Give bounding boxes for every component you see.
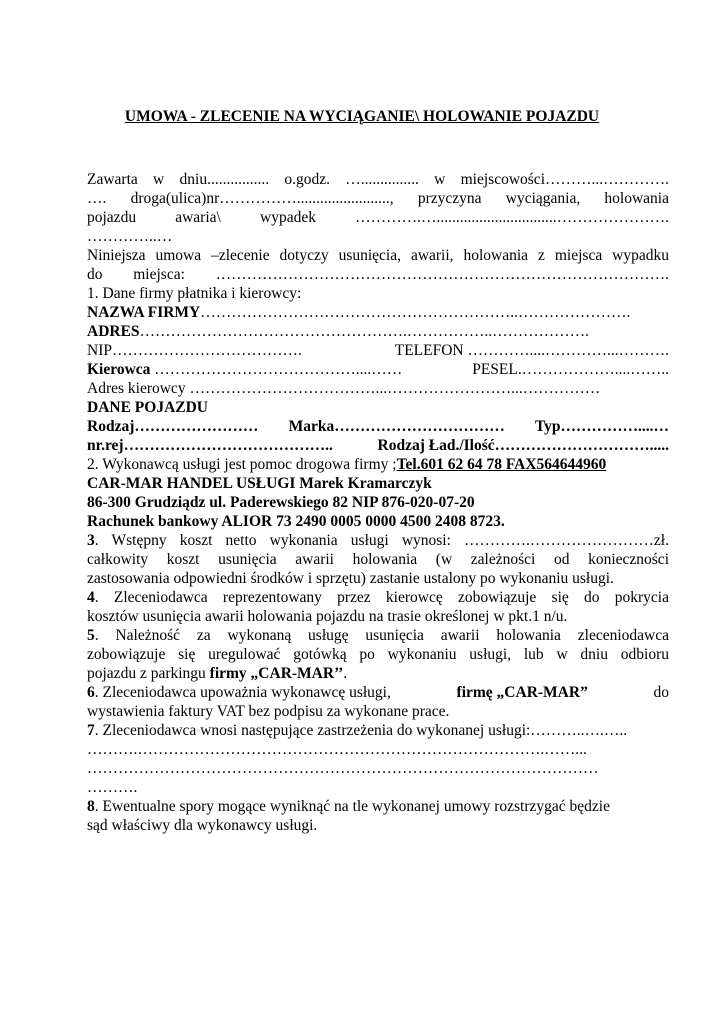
paragraph-3-line-3: zastosowania odpowiedni środków i sprzętu) zastanie ustalony po wykonaniu usługi. xyxy=(87,570,614,587)
paragraph-6-line-1 xyxy=(87,683,669,702)
vehicle-model-label: Typ xyxy=(534,418,561,435)
vehicle-cargo-group xyxy=(378,436,670,455)
company-address-line xyxy=(87,322,669,341)
paragraph-3-line-2: całkowity koszt usunięcia awarii holowania (w zależności od konieczności xyxy=(87,551,669,568)
paragraph-5-text-3: pojazdu z parkingu xyxy=(87,665,210,682)
paragraph-8-line-2: sąd właściwy dla wykonawcy usługi. xyxy=(87,817,318,834)
vehicle-cargo-label: Rodzaj Ład./Ilość xyxy=(377,437,495,454)
company-name-line xyxy=(87,303,669,322)
paragraph-8-text-1: . Ewentualne spory mogące wyniknąć na tle wykonanej umowy rozstrzygać będzie xyxy=(94,798,610,815)
pesel-group xyxy=(472,360,669,379)
company-address-label: ADRES xyxy=(87,323,140,340)
intro-line-3: pojazdu awaria\ wypadek ………….…...............................…………………. xyxy=(87,209,669,226)
phone-label: TELEFON xyxy=(394,342,464,359)
paragraph-7-number: 7 xyxy=(87,722,95,739)
paragraph-6-number: 6 xyxy=(87,684,95,701)
paragraph-8-number: 8 xyxy=(87,798,95,815)
paragraph-7-line-2: ……….…………………………………………………………………….……... xyxy=(87,741,587,758)
driver-address-line: Adres kierowcy ………………………………...……………………...…………… xyxy=(87,380,601,397)
paragraph-8-line-1 xyxy=(87,797,669,816)
vehicle-type-line xyxy=(87,417,669,436)
pesel-field: .………………....…….. xyxy=(517,361,669,378)
driver-pesel-line xyxy=(87,360,669,379)
paragraph-4-number: 4 xyxy=(87,589,95,606)
paragraph-5-text-1: . Należność za wykonaną usługę usunięcia awarii holowania zleceniodawca xyxy=(94,627,669,644)
document-title: UMOWA - ZLECENIE NA WYCIĄGANIE\ HOLOWANIE POJAZDU xyxy=(124,108,600,125)
paragraph-5-number: 5 xyxy=(87,627,95,644)
paragraph-6-line-2: wystawienia faktury VAT bez podpisu za wykonane prace. xyxy=(87,703,450,720)
vehicle-reg-label: nr.rej xyxy=(87,437,124,454)
company-address-field: …………………………………………….……………..………………. xyxy=(139,323,590,340)
nip-field: ………………………………. xyxy=(111,342,302,359)
contractor-intro: 2. Wykonawcą usługi jest pomoc drogowa firmy ; xyxy=(87,456,397,473)
paragraph-5-firm: firmy „CAR-MAR’’ xyxy=(209,665,344,682)
paragraph-6-text-1: . Zleceniodawca upoważnia wykonawcę usługi, xyxy=(94,684,391,701)
contractor-bank: Rachunek bankowy ALIOR 73 2490 0005 0000 4500 2408 8723. xyxy=(87,513,505,530)
paragraph-3-number: 3 xyxy=(87,532,95,549)
driver-label: Kierowca xyxy=(87,361,151,378)
paragraph-6-end: do xyxy=(653,684,669,701)
paragraph-3-line-1 xyxy=(87,531,669,550)
phone-field: …………....…………...………. xyxy=(467,342,669,359)
vehicle-make-field: …………………………… xyxy=(334,418,505,435)
paragraph-4-text-1: . Zleceniodawca reprezentowany przez kierowcę zobowiązuje się do pokrycia xyxy=(94,589,669,606)
paragraph-7-line-4: ………. xyxy=(87,779,138,796)
driver-group xyxy=(87,360,402,379)
company-name-label: NAZWA FIRMY xyxy=(87,304,201,321)
vehicle-type-field: …………………… xyxy=(134,418,259,435)
vehicle-make-group xyxy=(289,417,505,436)
contractor-name: CAR-MAR HANDEL USŁUGI Marek Kramarczyk xyxy=(87,475,432,492)
contractor-address: 86-300 Grudziądz ul. Paderewskiego 82 NIP 876-020-07-20 xyxy=(87,494,475,511)
paragraph-6-firm: firmę „CAR-MAR” xyxy=(456,684,588,701)
intro-line-2: …. droga(ulica)nr……………........................, przyczyna wyciągania, holowania xyxy=(87,190,669,207)
paragraph-7-text-1: . Zleceniodawca wnosi następujące zastrzeżenia do wykonanej usługi:………..….….. xyxy=(94,722,628,739)
scope-line-1: Niniejsza umowa –zlecenie dotyczy usunięcia, awarii, holowania z miejsca wypadku xyxy=(87,247,669,264)
vehicle-make-label: Marka xyxy=(288,418,335,435)
paragraph-7-line-3: ……………………………………………………………………………………… xyxy=(87,760,599,777)
nip-group xyxy=(87,341,302,360)
paragraph-3-text-1: . Wstępny koszt netto wykonania usługi wynosi: ………….……………………zł. xyxy=(94,532,669,549)
intro-line-1: Zawarta w dniu................ o.godz. …............... w miejscowości………...…………. xyxy=(87,171,669,188)
paragraph-6-lead xyxy=(87,683,391,702)
vehicle-reg-field: ………………………………….. xyxy=(123,437,333,454)
nip-phone-line xyxy=(87,341,669,360)
pesel-label: PESEL xyxy=(472,361,518,378)
document-body xyxy=(87,170,669,835)
intro-line-4: …………..… xyxy=(87,228,173,245)
company-name-field: ……………………………………………………..…………………. xyxy=(200,304,631,321)
paragraph-5-end: . xyxy=(343,665,348,682)
scope-line-2: do miejsca: ……………………………………………………………………………. xyxy=(87,266,669,283)
vehicle-cargo-field: …………………………..... xyxy=(494,437,669,454)
paragraph-4-line-1 xyxy=(87,588,669,607)
vehicle-reg-line xyxy=(87,436,669,455)
vehicle-type-group xyxy=(87,417,258,436)
vehicle-type-label: Rodzaj xyxy=(87,418,135,435)
vehicle-model-field: ……………....… xyxy=(560,418,669,435)
vehicle-heading: DANE POJAZDU xyxy=(87,399,208,416)
paragraph-5-line-2: zobowiązuje się uregulować gotówką po wykonaniu usługi, lub w dniu odbioru xyxy=(87,646,669,663)
contractor-line xyxy=(87,455,669,474)
nip-label: NIP xyxy=(87,342,112,359)
section-1-heading: 1. Dane firmy płatnika i kierowcy: xyxy=(87,285,302,302)
paragraph-4-line-2: kosztów usunięcia awarii holowania pojazdu na trasie określonej w pkt.1 n/u. xyxy=(87,608,568,625)
contractor-phone-fax: Tel.601 62 64 78 FAX564644960 xyxy=(396,456,607,473)
paragraph-5-line-3 xyxy=(87,664,669,683)
paragraph-7-line-1 xyxy=(87,721,669,740)
paragraph-5-line-1 xyxy=(87,626,669,645)
vehicle-reg-group xyxy=(87,436,333,455)
phone-group xyxy=(395,341,669,360)
driver-field: …………………………………....…… xyxy=(154,361,403,378)
vehicle-model-group xyxy=(535,417,669,436)
